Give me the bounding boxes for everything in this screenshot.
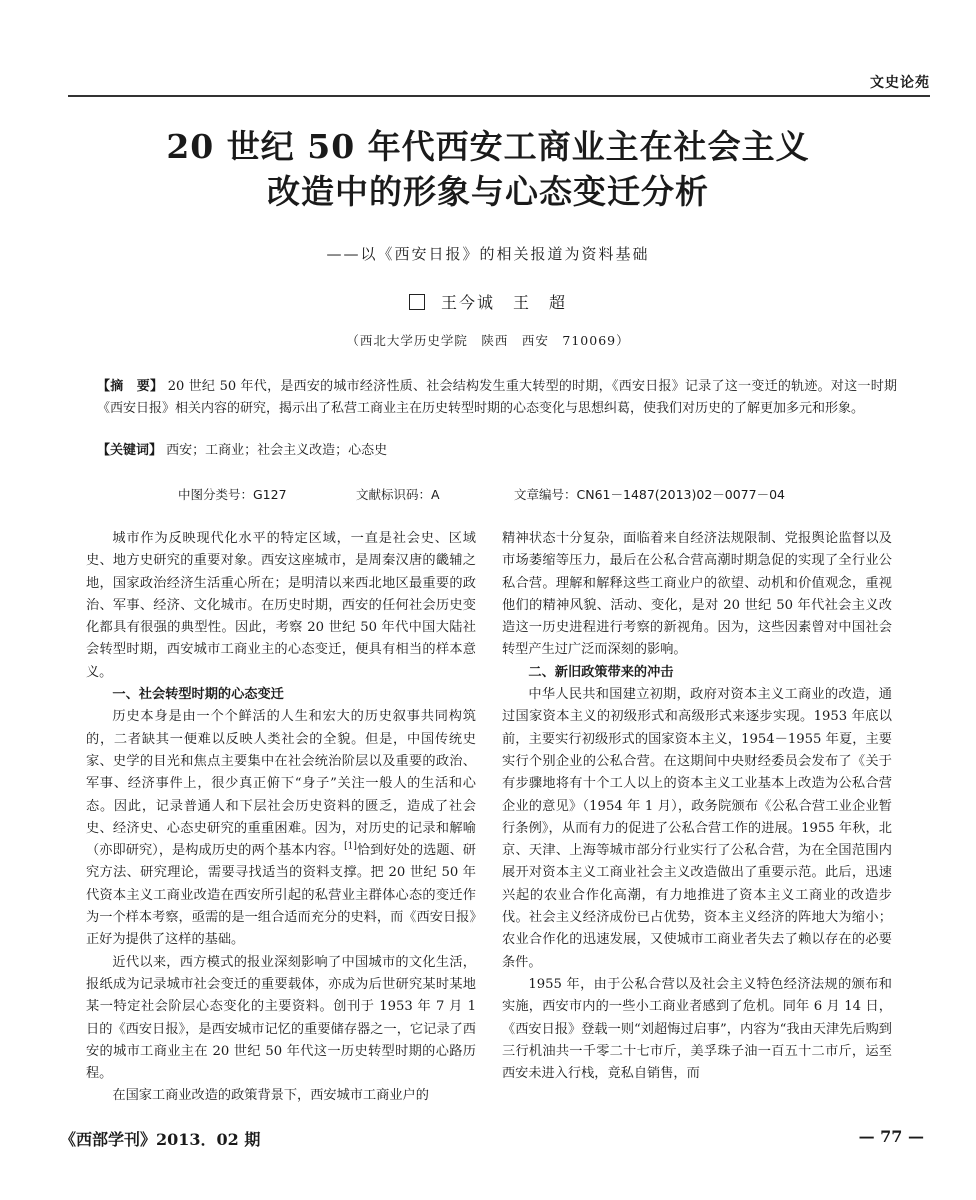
citation-ref: [1] — [344, 841, 357, 852]
authors: 王今诚 王 超 — [440, 293, 567, 312]
document-code: 文献标识码：A — [356, 487, 440, 502]
section-heading-2: 二、新旧政策带来的冲击 — [528, 664, 674, 680]
square-icon — [409, 294, 425, 310]
section-label: 文史论苑 — [870, 75, 930, 91]
paragraph: 1955 年，由于公私合营以及社会主义特色经济法规的颁布和实施，西安市内的一些小工商业者感到了危机。同年 6 月 14 日，《西安日报》登载一则“刘超悔过启事”，内容为“我由天津先后购到三行机油共一千零二十七市斤，美孚珠子油一百五十二市斤，运至西安未进入行栈，竟私自销售，而 — [502, 976, 892, 1082]
clc-number: 中图分类号：G127 — [178, 487, 287, 502]
left-column — [86, 528, 476, 1108]
article-number: 文章编号：CN61－1487(2013)02－0077－04 — [514, 487, 785, 502]
keywords — [97, 440, 897, 462]
abstract-label: 【摘 要】 — [97, 379, 164, 394]
paragraph: 精神状态十分复杂，面临着来自经济法规限制、党报舆论监督以及市场萎缩等压力，最后在公私合营高潮时期急促的实现了全行业公私合营。理解和解释这些工商业户的欲望、动机和价值观念，重视他们的精神风貌、活动、变化，是对 20 世纪 50 年代社会主义改造这一历史进程进行考察的新视角。因为，这些因素曾对中国社会转型产生过广泛而深刻的影响。 — [502, 531, 892, 658]
paragraph: 在国家工商业改造的政策背景下，西安城市工商业户的 — [112, 1088, 429, 1104]
keywords-text: 西安；工商业；社会主义改造；心态史 — [166, 443, 388, 458]
title-line-1: 20 世纪 50 年代西安工商业主在社会主义 — [166, 127, 810, 166]
paragraph — [86, 706, 476, 951]
keywords-label: 【关键词】 — [97, 443, 163, 458]
page-number: — 77 — — [858, 1127, 924, 1146]
abstract — [97, 376, 897, 420]
section-heading-1: 一、社会转型时期的心态变迁 — [112, 687, 284, 703]
title-line-2: 改造中的形象与心态变迁分析 — [267, 172, 709, 211]
affiliation: （西北大学历史学院 陕西 西安 710069） — [346, 333, 630, 348]
abstract-text: 20 世纪 50 年代，是西安的城市经济性质、社会结构发生重大转型的时期，《西安日报》记录了这一变迁的轨迹。对这一时期《西安日报》相关内容的研究，揭示出了私营工商业主在历史转型时期的心态变化与思想纠葛，使我们对历史的了解更加多元和形象。 — [97, 379, 897, 416]
paragraph: 近代以来，西方模式的报业深刻影响了中国城市的文化生活，报纸成为记录城市社会变迁的重要载体，亦成为后世研究某时某地某一特定社会阶层心态变化的主要资料。创刊于 1953 年 7 月 1 日的《西安日报》，是西安城市记忆的重要储存器之一，它记录了西安的城市工商业主在 20 世纪 50 年代这一历史转型时期的心路历程。 — [86, 954, 476, 1082]
paragraph-text: 恰到好处的选题、研究方法、研究理论，需要寻找适当的资料支撑。把 20 世纪 50 年代资本主义工商业改造在西安所引起的私营业主群体心态的变迁作为一个样本考察，亟需的是一组合适而充分的史料，而《西安日报》正好为提供了这样的基础。 — [86, 843, 476, 948]
authors-line — [0, 290, 976, 313]
paragraph: 中华人民共和国建立初期，政府对资本主义工商业的改造，通过国家资本主义的初级形式和高级形式来逐步实现。1953 年底以前，主要实行初级形式的国家资本主义，1954－1955 年夏，主要实行个别企业的公私合营。在这期间中央财经委员会发布了《关于有步骤地将有十个工人以上的资本主义工业基本上改造为公私合营企业的意见》（1954 年 1 月），政务院颁布《公私合营工业企业暂行条例》，从而有力的促进了公私合营工作的进展。1955 年秋，北京、天津、上海等城市部分行业实行了公私合营，为在全国范围内展开对资本主义工商业社会主义改造做出了重要示范。此后，迅速兴起的农业合作化高潮，有力地推进了资本主义工商业的改造步伐。社会主义经济成份已占优势，资本主义经济的阵地大为缩小；农业合作化的迅速发展，又使城市工商业者失去了赖以存在的必要条件。 — [502, 687, 892, 970]
subtitle: ——以《西安日报》的相关报道为资料基础 — [326, 245, 650, 263]
paragraph: 城市作为反映现代化水平的特定区域，一直是社会史、区域史、地方史研究的重要对象。西安这座城市，是周秦汉唐的畿辅之地，国家政治经济生活重心所在；是明清以来西北地区最重要的政治、军事、经济、文化城市。在历史时期，西安的任何社会历史变化都具有很强的典型性。因此，考察 20 世纪 50 年代中国大陆社会转型时期，西安城市工商业主的心态变迁，便具有相当的样本意义。 — [86, 531, 476, 680]
paragraph-text: 历史本身是由一个个鲜活的人生和宏大的历史叙事共同构筑的，二者缺其一便难以反映人类社会的全貌。但是，中国传统史家、史学的目光和焦点主要集中在社会统治阶层以及重要的政治、军事、经济事件上，很少真正俯下“身子”关注一般人的生活和心态。因此，记录普通人和下层社会历史资料的匮乏，造成了社会史、经济史、心态史研究的重重困难。因为，对历史的记录和解喻（亦即研究），是构成历史的两个基本内容。 — [86, 709, 476, 859]
journal-footer: 《西部学刊》2013．02 期 — [60, 1130, 261, 1149]
right-column — [502, 528, 892, 1085]
header-rule — [68, 95, 930, 97]
